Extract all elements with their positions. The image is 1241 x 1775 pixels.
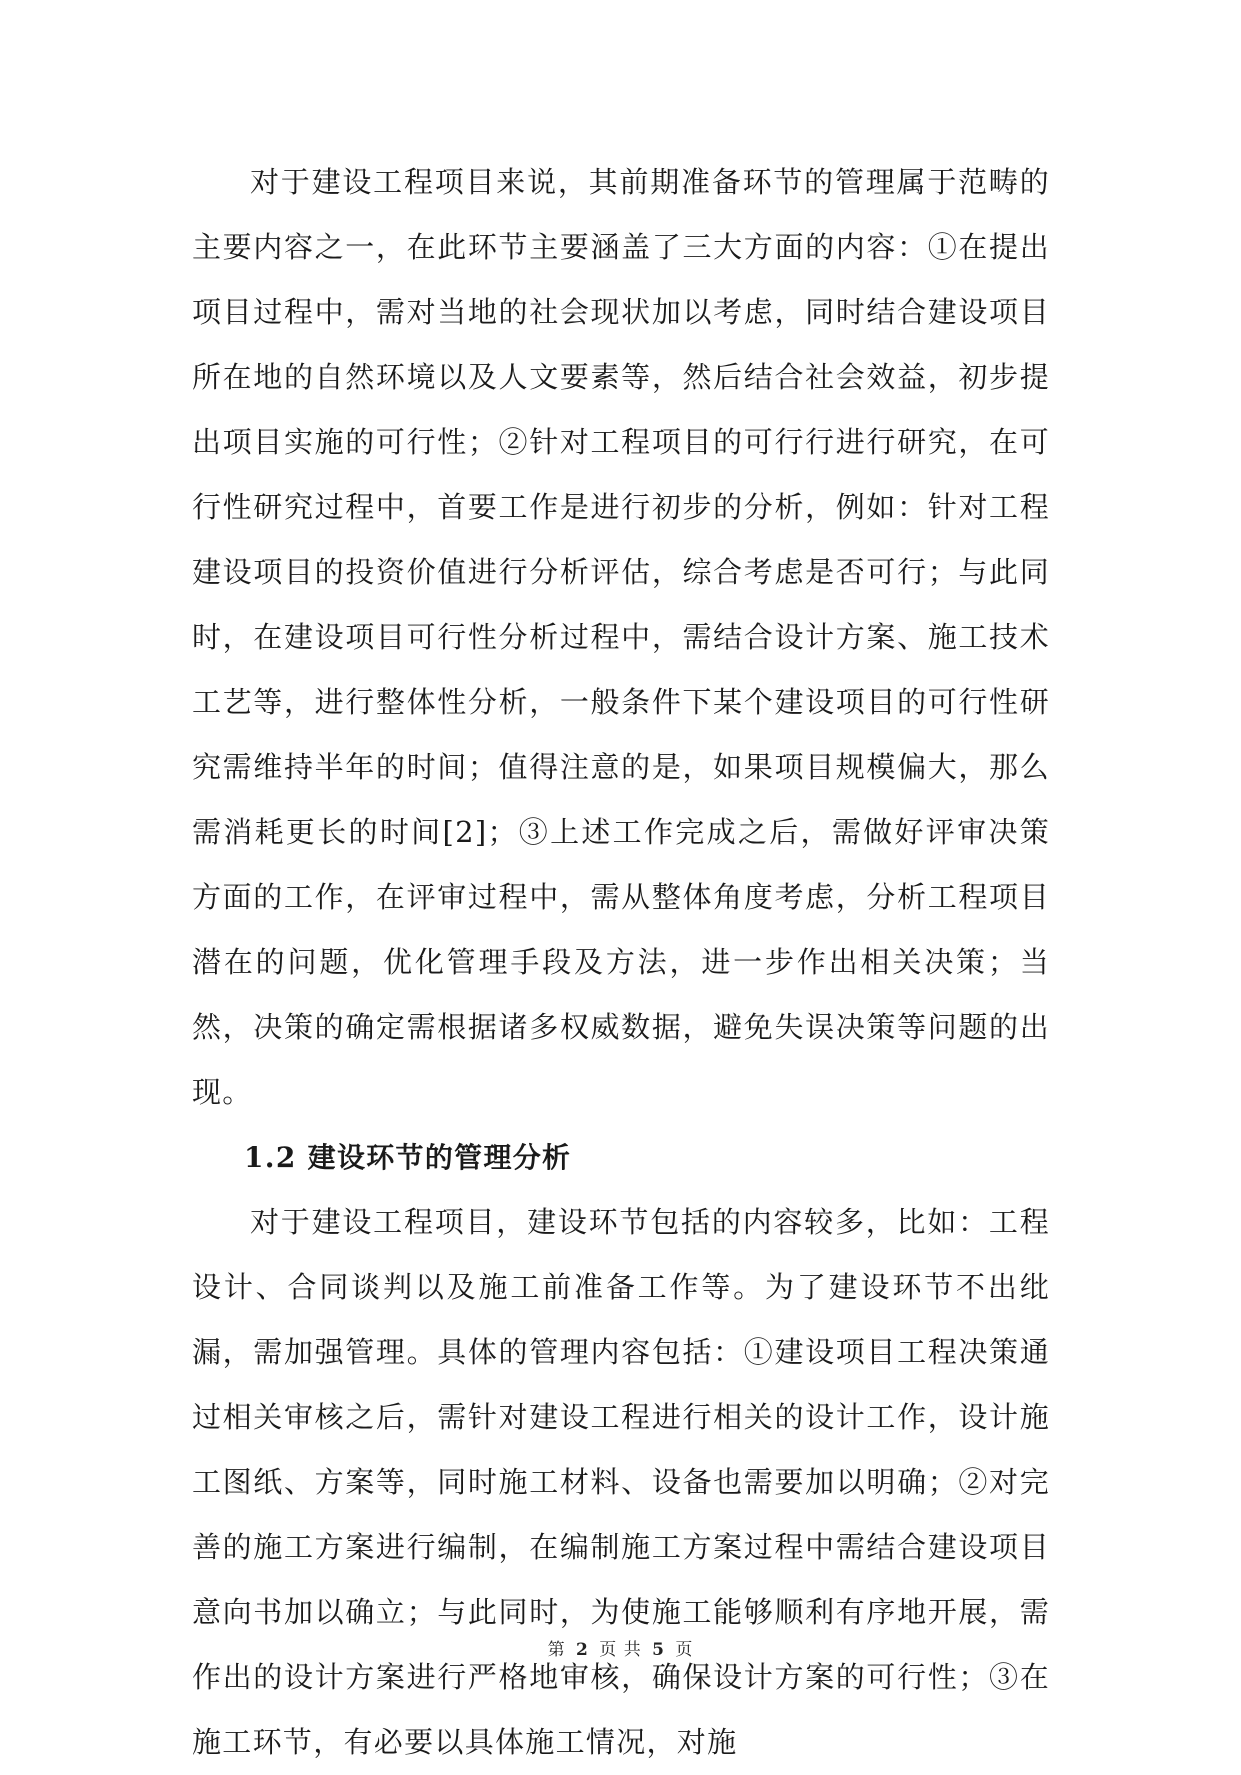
paragraph-preparation-stage: 对于建设工程项目来说，其前期准备环节的管理属于范畴的主要内容之一，在此环节主要涵盖了三大方面的内容：①在提出项目过程中，需对当地的社会现状加以考虑，同时结合建设项目所在地的自然环境以及人文要素等，然后结合社会效益，初步提出项目实施的可行性；②针对工程项目的可行行进行研究，在可行性研究过程中，首要工作是进行初步的分析，例如：针对工程建设项目的投资价值进行分析评估，综合考虑是否可行；与此同时，在建设项目可行性分析过程中，需结合设计方案、施工技术工艺等，进行整体性分析，一般条件下某个建设项目的可行性研究需维持半年的时间；值得注意的是，如果项目规模偏大，那么需消耗更长的时间[2]；③上述工作完成之后，需做好评审决策方面的工作，在评审过程中，需从整体角度考虑，分析工程项目潜在的问题，优化管理手段及方法，进一步作出相关决策；当然，决策的确定需根据诸多权威数据，避免失误决策等问题的出现。 bbox=[192, 165, 1050, 1109]
page-body bbox=[192, 150, 1050, 1775]
footer-page-total: 5 bbox=[652, 1640, 665, 1660]
footer-suffix: 页 bbox=[675, 1640, 694, 1660]
footer-middle: 页 共 bbox=[599, 1640, 642, 1660]
footer-page-current: 2 bbox=[576, 1640, 589, 1660]
section-heading: 1.2 建设环节的管理分析 bbox=[244, 1141, 572, 1174]
paragraph-construction-stage: 对于建设工程项目，建设环节包括的内容较多，比如：工程设计、合同谈判以及施工前准备工作等。为了建设环节不出纰漏，需加强管理。具体的管理内容包括：①建设项目工程决策通过相关审核之后，需针对建设工程进行相关的设计工作，设计施工图纸、方案等，同时施工材料、设备也需要加以明确；②对完善的施工方案进行编制，在编制施工方案过程中需结合建设项目意向书加以确立；与此同时，为使施工能够顺利有序地开展，需作出的设计方案进行严格地审核，确保设计方案的可行性；③在施工环节，有必要以具体施工情况，对施 bbox=[192, 1205, 1050, 1759]
page-footer bbox=[0, 1635, 1241, 1660]
footer-prefix: 第 bbox=[547, 1640, 566, 1660]
